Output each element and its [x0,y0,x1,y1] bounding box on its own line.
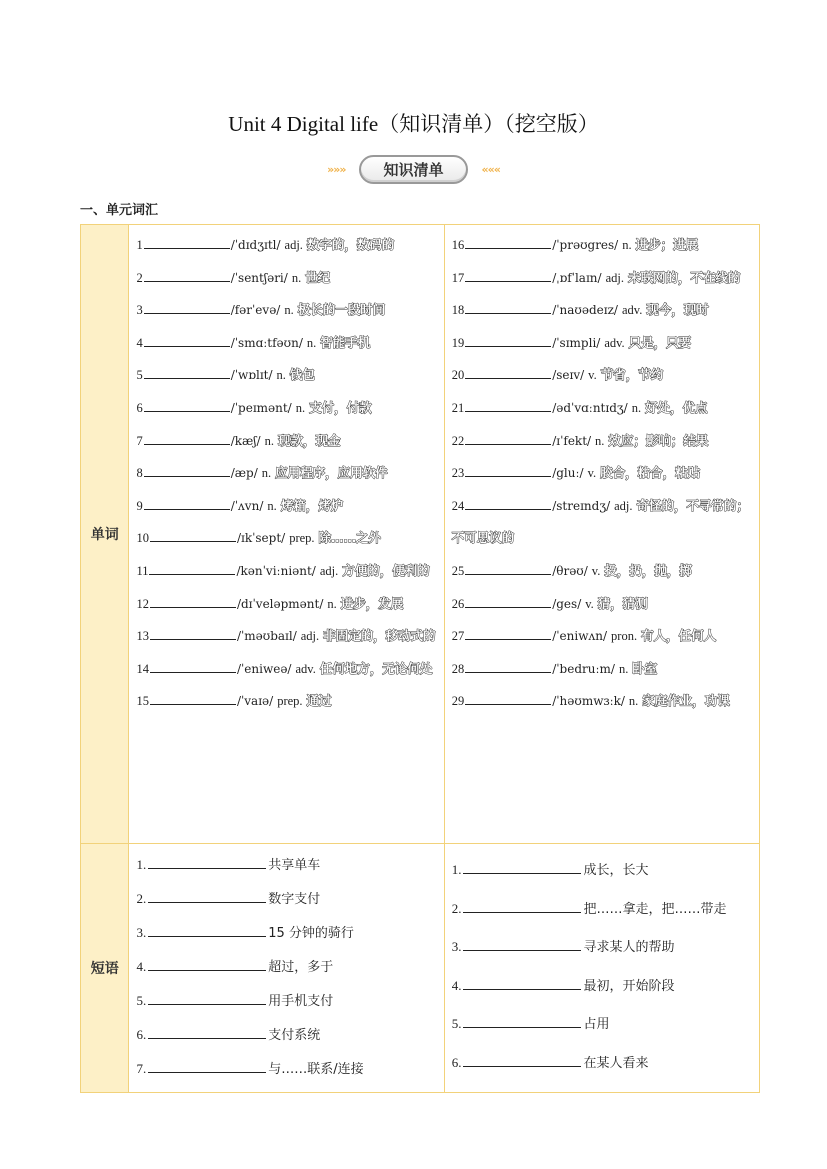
word-phonetic: /æp/ [230,466,258,481]
word-meaning: 胶合，粘合，粘贴 [600,465,701,481]
word-phonetic: /ges/ [552,596,582,611]
word-meaning: 世纪 [305,269,331,285]
word-entry [136,522,437,555]
word-part-of-speech: n. [595,433,605,448]
phrase-blank[interactable] [148,991,266,1005]
phrase-number: 1. [451,862,462,877]
phrase-number: 1. [136,857,147,872]
phrase-number: 5. [136,993,147,1008]
word-meaning: 节省，节约 [600,367,664,383]
phrase-meaning: 成长，长大 [583,863,649,878]
word-number: 21 [451,400,465,415]
word-blank[interactable] [465,463,551,477]
word-part-of-speech: v. [591,563,601,578]
phrase-blank[interactable] [148,1059,266,1073]
phrase-entry [452,890,753,929]
word-number: 26 [451,596,465,611]
word-part-of-speech: n. [261,466,272,481]
words-right-column [444,225,759,844]
phrase-entry [136,1052,437,1086]
word-meaning: 猜，猜测 [597,595,648,611]
word-number: 7 [136,433,143,448]
word-part-of-speech: n. [295,400,306,415]
word-entry [452,327,753,360]
word-blank[interactable] [144,463,230,477]
phrase-entry [452,928,753,967]
word-phonetic: /ˈwɒlɪt/ [230,368,273,383]
word-meaning: 数字的，数码的 [306,237,395,252]
word-blank[interactable] [150,626,236,640]
word-meaning: 好处，优点 [645,399,708,415]
phrase-blank[interactable] [463,899,581,913]
word-number: 17 [451,270,465,285]
chevron-right-decoration: »»» [327,162,346,176]
word-number: 27 [451,629,465,644]
word-phonetic: /ɪkˈsept/ [236,531,286,546]
word-blank[interactable] [150,691,236,705]
word-meaning: 效应；影响；结果 [608,432,709,448]
word-entry [136,653,437,686]
word-number: 23 [451,466,465,481]
word-phonetic: /ˈsɪmpli/ [552,335,601,350]
word-phonetic: /gluː/ [552,466,584,481]
phrases-left-column [129,844,444,1093]
word-part-of-speech: adj. [300,629,320,644]
words-left-column [129,225,444,844]
word-entry [136,457,437,490]
word-entry [452,685,753,718]
phrase-number: 2. [451,900,462,916]
word-part-of-speech: adj. [605,270,624,285]
phrase-blank[interactable] [148,889,266,903]
word-entry [452,620,753,653]
word-phonetic: /ˈbedruːm/ [552,661,615,676]
word-number: 29 [451,694,465,709]
word-blank[interactable] [465,691,551,705]
word-number: 3 [136,303,143,318]
phrase-number: 3. [136,925,147,940]
word-part-of-speech: v. [587,466,597,481]
phrase-entry [452,967,753,1006]
phrase-meaning: 支付系统 [268,1028,321,1043]
phrase-entry [452,851,753,890]
word-phonetic: /ˈsmɑːtfəʊn/ [230,335,303,350]
word-phonetic: /ˈʌvn/ [230,498,264,513]
word-number: 14 [136,661,149,676]
word-number: 1 [136,238,143,252]
word-entry [452,588,753,621]
word-blank[interactable] [149,561,235,575]
word-blank[interactable] [465,561,551,575]
word-phonetic: /dɪˈveləpmənt/ [236,596,324,611]
phrase-blank[interactable] [463,1014,581,1028]
word-blank[interactable] [144,300,230,314]
phrase-entry [136,916,437,950]
word-entry [136,327,437,360]
word-number: 25 [451,563,465,578]
word-number: 12 [136,596,149,611]
word-meaning: 除……之外 [318,530,382,546]
word-entry [452,457,753,490]
word-blank[interactable] [465,659,551,673]
word-part-of-speech: adv. [295,661,316,676]
word-blank[interactable] [465,594,551,608]
phrase-meaning: 寻求某人的帮助 [583,940,675,955]
word-number: 6 [136,400,143,415]
word-meaning: 投，扔，抛，掷 [604,562,692,578]
word-number: 9 [136,498,143,513]
phrase-entry [136,984,437,1018]
word-blank[interactable] [150,594,236,608]
word-blank[interactable] [144,431,230,445]
word-part-of-speech: adv. [604,335,625,350]
phrase-blank[interactable] [463,976,581,990]
word-meaning: 现款，现金 [277,432,341,448]
phrase-meaning: 在某人看来 [583,1055,649,1071]
phrase-meaning: 共享单车 [268,858,321,873]
phrase-number: 4. [451,977,462,993]
phrases-row [81,844,760,1093]
word-phonetic: /ˈpeɪmənt/ [230,400,292,415]
word-blank[interactable] [465,626,551,640]
word-part-of-speech: n. [618,661,629,676]
category-phrases: 短语 [81,844,129,1093]
word-blank[interactable] [465,496,551,510]
word-part-of-speech: n. [264,433,274,448]
word-number: 19 [451,335,465,350]
word-entry [452,425,753,458]
word-part-of-speech: n. [631,400,642,415]
word-blank[interactable] [144,365,230,379]
word-blank[interactable] [465,268,551,282]
word-part-of-speech: n. [327,596,337,611]
word-entry [136,294,437,327]
words-row [81,225,760,844]
word-part-of-speech: n. [622,238,632,252]
word-meaning: 奇怪的，不寻常的；不可思议的 [451,497,750,546]
word-phonetic: /ˈvaɪə/ [236,694,274,709]
word-number: 13 [136,629,149,644]
word-blank[interactable] [465,333,551,347]
chevron-left-decoration: ««« [481,162,500,176]
phrase-number: 6. [136,1027,147,1042]
phrase-blank[interactable] [463,860,581,874]
phrase-meaning: 与……联系/连接 [268,1062,364,1077]
word-part-of-speech: prep. [289,531,315,546]
word-number: 8 [136,466,143,481]
phrases-right-column [444,844,759,1093]
word-meaning: 通过 [306,693,332,709]
word-phonetic: /kæʃ/ [230,433,261,448]
phrase-number: 5. [451,1016,462,1031]
word-meaning: 智能手机 [320,334,371,350]
word-phonetic: /streɪndʒ/ [552,498,611,513]
word-phonetic: /ˈdɪdʒɪtl/ [230,238,281,252]
word-meaning: 家庭作业，功课 [642,693,730,709]
word-number: 10 [136,531,149,546]
phrase-blank[interactable] [148,855,266,869]
word-part-of-speech: prep. [277,694,303,709]
word-part-of-speech: adj. [319,563,339,578]
word-blank[interactable] [144,333,230,347]
word-part-of-speech: n. [628,694,639,709]
section-title: 一、单元词汇 [80,203,159,218]
word-entry [452,294,753,327]
phrase-blank[interactable] [148,923,266,937]
word-phonetic: /seɪv/ [552,368,585,383]
phrase-meaning: 15 分钟的骑行 [268,926,354,941]
word-part-of-speech: n. [267,498,277,513]
phrase-blank[interactable] [148,1025,266,1039]
word-blank[interactable] [144,268,230,282]
word-meaning: 支付，付款 [309,399,372,415]
phrase-entry [452,1044,753,1083]
word-entry [452,262,753,295]
word-number: 11 [136,563,149,578]
word-entry [136,620,437,653]
word-phonetic: /ˈeniweə/ [236,661,292,676]
word-entry [136,229,437,262]
word-part-of-speech: n. [306,335,317,350]
word-entry [136,555,437,588]
phrase-number: 6. [451,1054,462,1070]
word-entry [452,229,753,262]
word-phonetic: /ˈprəʊgres/ [552,238,619,252]
word-phonetic: /ˌɒfˈlaɪn/ [552,270,602,285]
word-meaning: 任何地方，无论何处 [319,660,433,676]
word-number: 4 [136,335,143,350]
word-number: 18 [451,303,465,318]
phrase-blank[interactable] [463,937,581,951]
word-meaning: 钱包 [289,367,315,383]
word-part-of-speech: adj. [284,238,303,252]
word-meaning: 进步，发展 [340,595,404,611]
word-meaning: 现今，现时 [646,302,709,318]
word-blank[interactable] [144,496,230,510]
word-phonetic: /ədˈvɑːntɪdʒ/ [552,400,628,415]
phrase-meaning: 占用 [583,1017,610,1032]
word-part-of-speech: adj. [614,498,633,513]
word-entry [136,425,437,458]
phrase-entry [136,1018,437,1052]
word-part-of-speech: v. [588,368,597,383]
phrase-entry [452,1005,753,1044]
word-blank[interactable] [465,300,551,314]
word-entry [136,685,437,718]
phrase-meaning: 最初，开始阶段 [583,978,675,994]
word-meaning: 未联网的，不在线的 [627,269,741,285]
word-phonetic: /ˈsentʃəri/ [230,270,288,285]
word-part-of-speech: v. [585,596,594,611]
phrase-number: 4. [136,959,147,974]
page-title: Unit 4 Digital life（知识清单）（挖空版） [228,112,599,136]
word-blank[interactable] [465,431,551,445]
word-entry [136,359,437,392]
word-meaning: 烤箱，烤炉 [280,497,344,513]
word-phonetic: /fərˈevə/ [230,303,281,318]
word-blank[interactable] [144,398,230,412]
word-part-of-speech: adv. [621,303,643,318]
phrase-meaning: 用手机支付 [268,994,334,1009]
phrase-entry [136,882,437,916]
word-phonetic: /ˈnaʊədeɪz/ [552,303,618,318]
phrase-entry [136,848,437,882]
word-entry [136,262,437,295]
word-blank[interactable] [150,528,236,542]
word-blank[interactable] [465,365,551,379]
word-meaning: 极长的一段时间 [297,302,386,318]
word-entry [452,653,753,686]
word-phonetic: /kənˈviːniənt/ [236,563,316,578]
word-phonetic: /ˈeniwʌn/ [552,629,608,644]
word-entry [452,555,753,588]
word-number: 16 [451,238,465,252]
word-number: 2 [136,270,143,285]
word-phonetic: /ˈməʊbaɪl/ [236,629,297,644]
word-phonetic: /ɪˈfekt/ [552,433,592,448]
word-part-of-speech: n. [291,270,302,285]
word-entry [452,359,753,392]
word-phonetic: /ˈhəʊmwɜːk/ [552,694,625,709]
phrase-number: 2. [136,891,147,906]
word-part-of-speech: n. [276,368,286,383]
section-banner [0,152,827,186]
word-meaning: 进步；进展 [635,237,699,252]
word-meaning: 应用程序，应用软件 [275,465,388,481]
word-number: 24 [451,498,465,513]
word-entry [136,490,437,523]
word-meaning: 卧室 [632,660,658,676]
category-words: 单词 [81,225,129,844]
word-entry [136,588,437,621]
word-blank[interactable] [465,398,551,412]
vocabulary-table [80,224,760,1093]
word-number: 22 [451,433,465,448]
word-meaning: 只是，只要 [628,334,692,350]
word-phonetic: /θrəʊ/ [552,563,588,578]
phrase-blank[interactable] [148,957,266,971]
phrase-meaning: 把……拿走，把……带走 [583,901,727,917]
word-number: 28 [451,661,465,676]
banner-label: 知识清单 [359,155,467,184]
word-entry [136,392,437,425]
word-number: 20 [451,368,465,383]
word-blank[interactable] [150,659,236,673]
phrase-meaning: 超过，多于 [268,960,334,975]
word-entry [452,490,753,555]
word-part-of-speech: pron. [611,629,638,644]
word-blank[interactable] [144,235,230,249]
phrase-blank[interactable] [463,1053,581,1067]
word-number: 15 [136,694,149,709]
word-meaning: 非固定的，移动式的 [323,628,436,644]
word-meaning: 方便的，便利的 [342,562,430,578]
phrase-number: 7. [136,1061,147,1076]
word-meaning: 有人，任何人 [641,628,717,644]
word-part-of-speech: n. [284,303,294,318]
word-entry [452,392,753,425]
phrase-entry [136,950,437,984]
phrase-meaning: 数字支付 [268,892,321,907]
word-number: 5 [136,368,143,383]
word-blank[interactable] [465,235,551,249]
phrase-number: 3. [451,939,462,954]
